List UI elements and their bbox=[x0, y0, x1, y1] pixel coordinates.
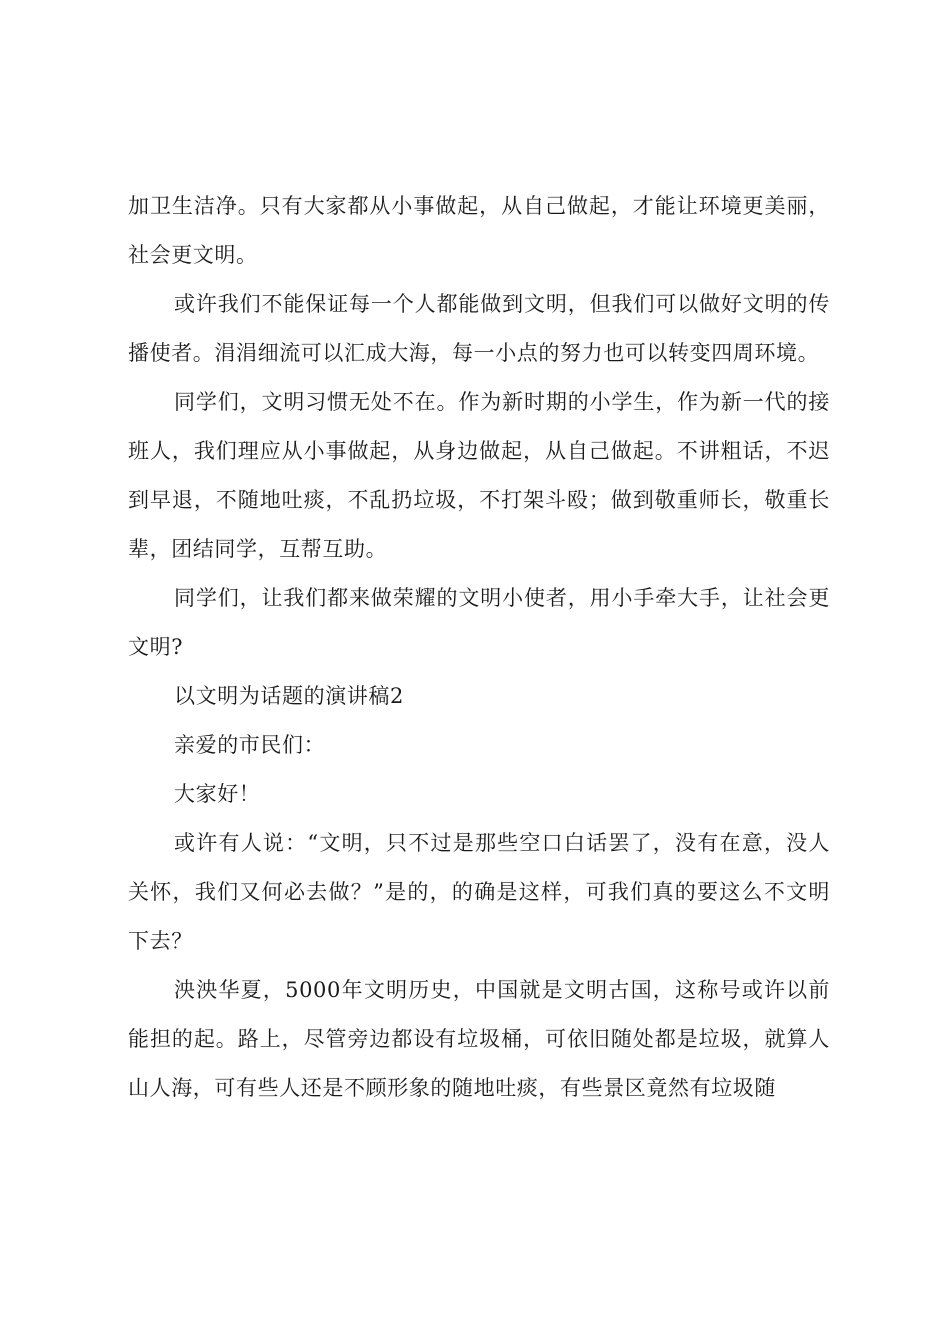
document-body bbox=[128, 182, 830, 1113]
section-heading: 以文明为话题的演讲稿2 bbox=[174, 684, 404, 708]
salutation: 亲爱的市民们： bbox=[174, 733, 326, 757]
paragraph: 同学们，让我们都来做荣耀的文明小使者，用小手牵大手，让社会更文明? bbox=[128, 586, 830, 659]
paragraph: 或许我们不能保证每一个人都能做到文明，但我们可以做好文明的传播使者。涓涓细流可以汇成大海，每一小点的努力也可以转变四周环境。 bbox=[128, 292, 830, 365]
paragraph: 泱泱华夏，5000年文明历史，中国就是文明古国，这称号或许以前能担的起。路上，尽管旁边都设有垃圾桶，可依旧随处都是垃圾，就算人山人海，可有些人还是不顾形象的随地吐痰，有些景区竟然有垃圾随 bbox=[128, 978, 830, 1100]
paragraph: 同学们，文明习惯无处不在。作为新时期的小学生，作为新一代的接班人，我们理应从小事做起，从身边做起，从自己做起。不讲粗话，不迟到早退，不随地吐痰，不乱扔垃圾，不打架斗殴；做到敬重师长，敬重长辈，团结同学，互帮互助。 bbox=[128, 390, 830, 561]
paragraph: 或许有人说：“文明，只不过是那些空口白话罢了，没有在意，没人关怀，我们又何必去做？”是的，的确是这样，可我们真的要这么不文明下去？ bbox=[128, 831, 830, 953]
paragraph: 加卫生洁净。只有大家都从小事做起，从自己做起，才能让环境更美丽，社会更文明。 bbox=[128, 194, 830, 267]
greeting: 大家好！ bbox=[174, 782, 261, 806]
